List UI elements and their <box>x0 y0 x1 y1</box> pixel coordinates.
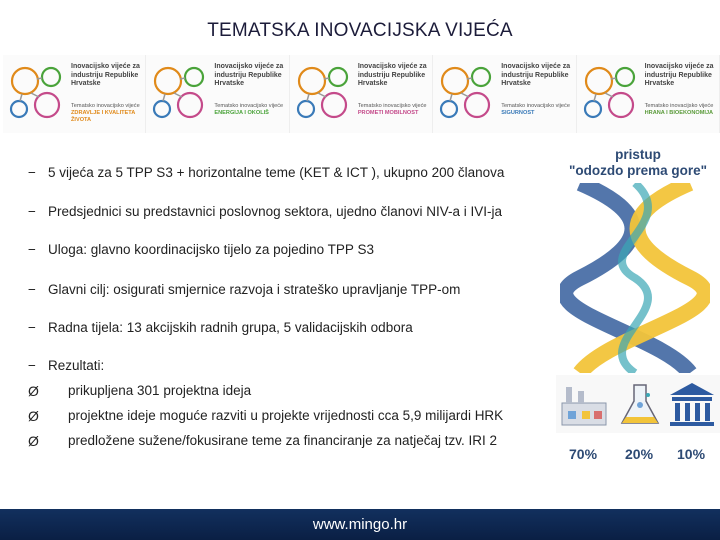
molecule-icon <box>5 59 71 125</box>
bullet-text: Rezultati: <box>48 358 105 373</box>
footer-website-link[interactable]: www.mingo.hr <box>312 516 408 533</box>
council-subtitle <box>71 103 145 124</box>
council-subtitle <box>645 103 719 117</box>
council-subtitle <box>214 103 288 117</box>
council-sub-label: Tematsko inovacijsko vijeće <box>357 103 427 109</box>
council-logo-security <box>433 55 576 133</box>
result-text: prikupljena 301 projektna ideja <box>68 383 252 398</box>
dash-marker: − <box>28 358 36 373</box>
council-logo-food <box>577 55 720 133</box>
dash-marker: − <box>28 204 36 219</box>
council-org-name: Inovacijsko vijeće za industriju Republike Hrvatske <box>71 63 140 87</box>
bullet-text: Uloga: glavno koordinacijsko tijelo za pojedino TPP S3 <box>48 242 374 257</box>
dna-helix-icon <box>560 183 710 373</box>
council-sub-label: Tematsko inovacijsko vijeće <box>71 103 140 109</box>
share-research: 20% <box>625 446 654 462</box>
council-subtitle <box>501 103 575 117</box>
lab-flask-icon <box>612 375 668 433</box>
dash-marker: − <box>28 320 36 335</box>
share-industry: 70% <box>569 446 598 462</box>
molecule-icon <box>148 59 214 125</box>
factory-icon <box>556 375 612 433</box>
molecule-icon <box>435 59 501 125</box>
council-sub-label: Tematsko inovacijsko vijeće <box>644 103 714 109</box>
council-org-name: Inovacijsko vijeće za industriju Republike Hrvatske <box>501 63 571 87</box>
council-theme: SIGURNOST <box>501 110 535 116</box>
molecule-icon <box>579 59 645 125</box>
pristup-line2: "odozdo prema gore" <box>568 163 708 178</box>
result-text: projektne ideje moguće razviti u projekte vrijednosti cca 5,9 milijardi HRK <box>68 408 504 423</box>
dash-marker: − <box>28 165 36 180</box>
footer-bar <box>0 509 720 540</box>
molecule-icon <box>292 59 358 125</box>
council-org-name: Inovacijsko vijeće za industriju Republike Hrvatske <box>214 63 284 87</box>
council-theme: ZDRAVLJE I KVALITETA ŽIVOTA <box>71 110 136 123</box>
bullet-text: Predsjednici su predstavnici poslovnog sektora, ujedno članovi NIV-a i IVI-ja <box>48 204 502 219</box>
result-text: predložene sužene/fokusirane teme za financiranje za natječaj tzv. IRI 2 <box>68 433 497 448</box>
pristup-line1: pristup <box>615 147 661 162</box>
institution-building-icon <box>664 375 720 433</box>
council-subtitle <box>358 103 432 117</box>
arrow-marker-icon: Ø <box>28 408 39 424</box>
arrow-marker-icon: Ø <box>28 383 39 399</box>
council-sub-label: Tematsko inovacijsko vijeće <box>214 103 284 109</box>
bullet-text: 5 vijeća za 5 TPP S3 + horizontalne teme (KET & ICT ), ukupno 200 članova <box>48 165 505 180</box>
dash-marker: − <box>28 242 36 257</box>
council-theme: HRANA I BIOEKONOMIJA <box>644 110 714 116</box>
arrow-marker-icon: Ø <box>28 433 39 449</box>
council-org-name: Inovacijsko vijeće za industriju Republike Hrvatske <box>644 63 714 87</box>
bullet-text: Glavni cilj: osigurati smjernice razvoja i strateško upravljanje TPP-om <box>48 282 461 297</box>
council-logo-mobility <box>290 55 433 133</box>
council-org-name: Inovacijsko vijeće za industriju Republike Hrvatske <box>357 63 427 87</box>
bottom-up-heading <box>556 147 720 179</box>
dash-marker: − <box>28 282 36 297</box>
council-theme: PROMETI MOBILNOST <box>357 110 419 116</box>
council-logo-energy <box>146 55 289 133</box>
bullet-text: Radna tijela: 13 akcijskih radnih grupa, 5 validacijskih odbora <box>48 320 413 335</box>
council-logo-strip <box>3 55 720 133</box>
council-logo-health <box>3 55 146 133</box>
council-theme: ENERGIJA I OKOLIŠ <box>214 110 269 116</box>
slide-title: TEMATSKA INOVACIJSKA VIJEĆA <box>207 20 513 41</box>
share-public: 10% <box>677 446 706 462</box>
council-sub-label: Tematsko inovacijsko vijeće <box>501 103 570 109</box>
